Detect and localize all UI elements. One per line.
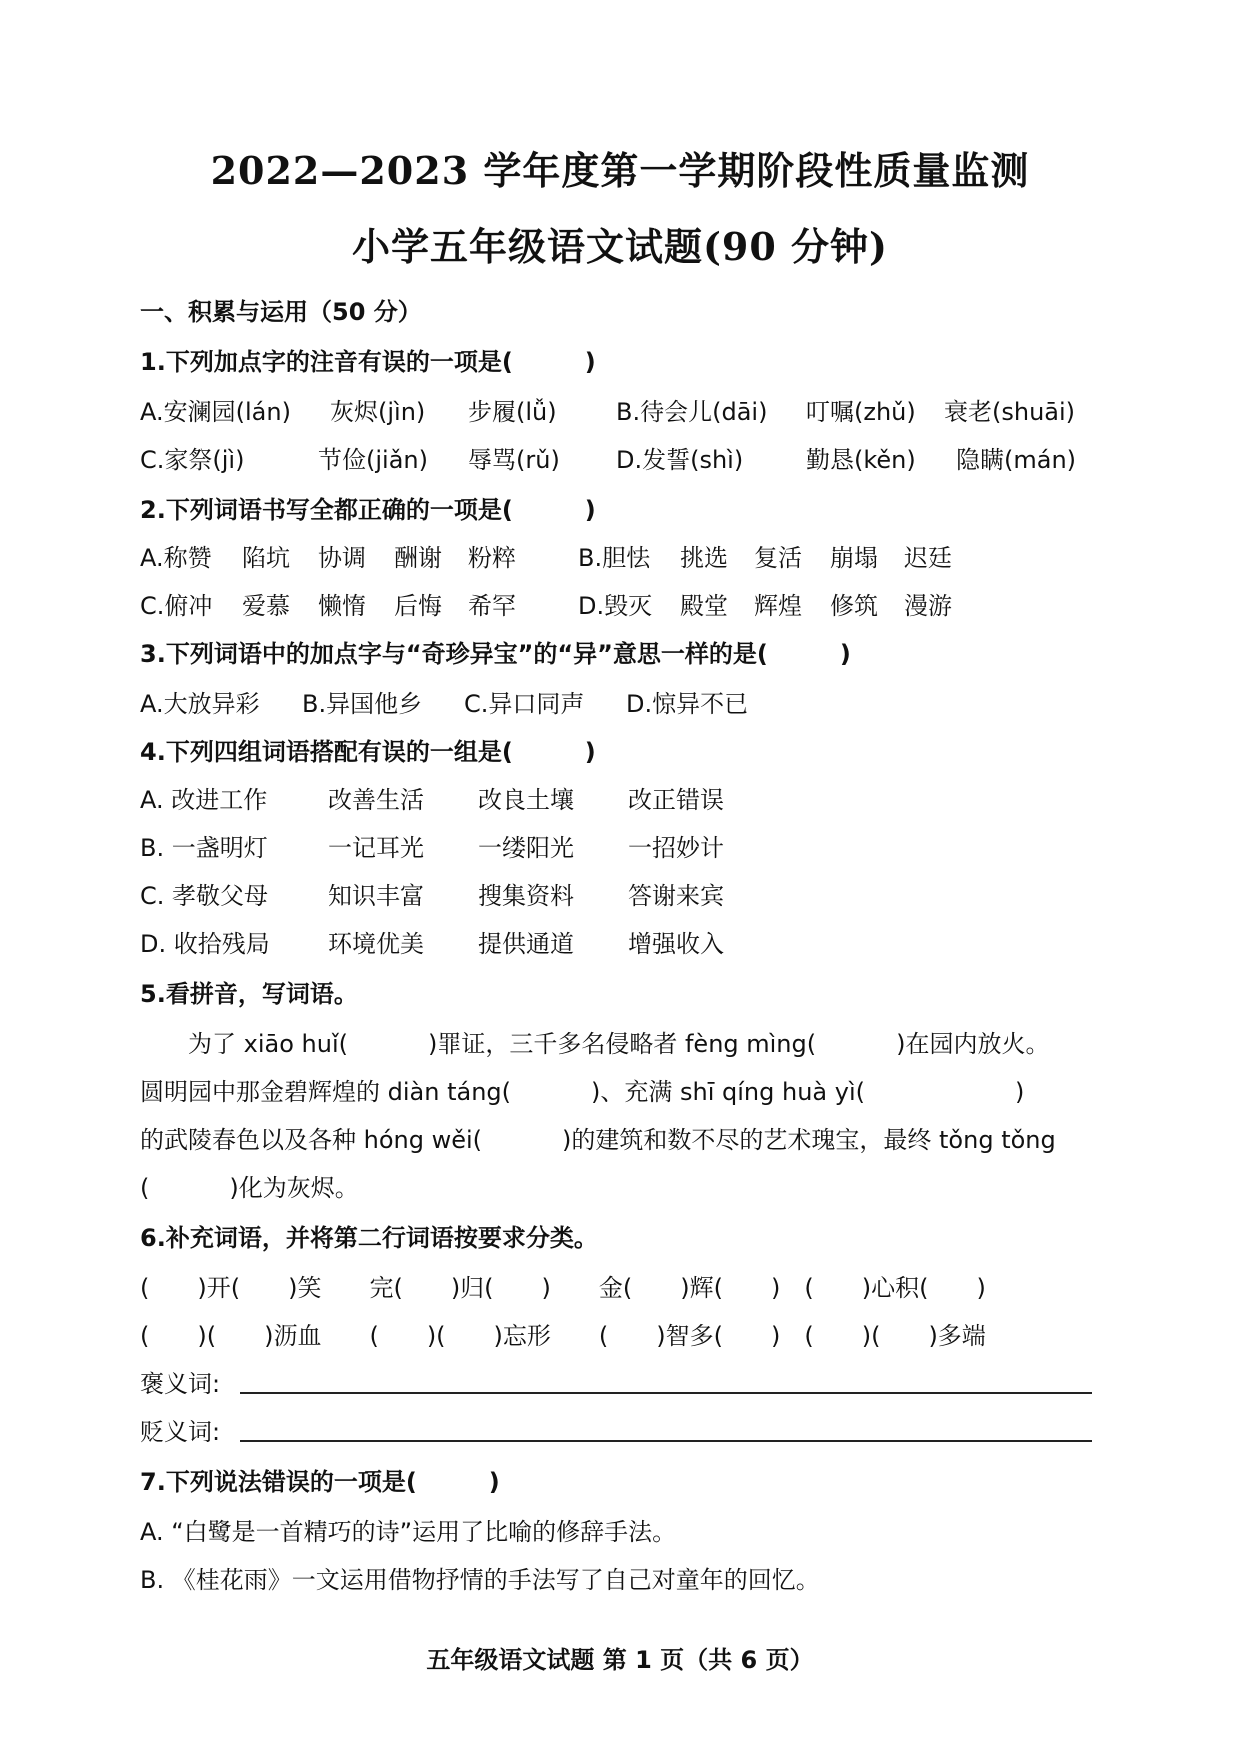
page-title: 2022—2023 学年度第一学期阶段性质量监测 bbox=[210, 148, 1030, 193]
option-text: 勤恳(kěn) bbox=[806, 446, 916, 474]
word: B. 一盏明灯 bbox=[140, 834, 268, 862]
word: 环境优美 bbox=[328, 930, 424, 958]
derogatory-words-label: 贬义词: bbox=[140, 1418, 221, 1446]
word: C.俯冲 bbox=[140, 592, 213, 620]
passage-text: )、充满 shī qíng huà yì( bbox=[591, 1078, 865, 1106]
question-5-stem: 5.看拼音，写词语。 bbox=[140, 980, 358, 1008]
option-text: 灰烬(jìn) bbox=[330, 398, 426, 426]
page-footer: 五年级语文试题 第 1 页（共 6 页） bbox=[426, 1646, 814, 1674]
question-3-stem: 3.下列词语中的加点字与“奇珍异宝”的“异”意思一样的是( ) bbox=[140, 640, 851, 668]
word: 一缕阳光 bbox=[478, 834, 574, 862]
word: 粉粹 bbox=[468, 544, 516, 572]
question-6-row-1: ( )开( )笑 完( )归( ) 金( )辉( ) ( )心积( ) bbox=[140, 1274, 986, 1302]
word: 懒惰 bbox=[318, 592, 366, 620]
word: 殿堂 bbox=[680, 592, 728, 620]
question-7-option-a: A. “白鹭是一首精巧的诗”运用了比喻的修辞手法。 bbox=[140, 1518, 677, 1546]
word: D. 收拾残局 bbox=[140, 930, 270, 958]
passage-text: ) bbox=[1015, 1078, 1025, 1106]
question-6-row-2: ( )( )沥血 ( )( )忘形 ( )智多( ) ( )( )多端 bbox=[140, 1322, 986, 1350]
word: 漫游 bbox=[904, 592, 952, 620]
option-text: 节俭(jiǎn) bbox=[318, 446, 428, 474]
word: 一记耳光 bbox=[328, 834, 424, 862]
word: 挑选 bbox=[680, 544, 728, 572]
question-2-stem: 2.下列词语书写全都正确的一项是( ) bbox=[140, 496, 596, 524]
option-text: B.待会儿(dāi) bbox=[616, 398, 768, 426]
passage-text: 的武陵春色以及各种 hóng wěi( bbox=[140, 1126, 483, 1154]
question-1-stem: 1.下列加点字的注音有误的一项是( ) bbox=[140, 348, 596, 376]
option-text: D.惊异不已 bbox=[626, 690, 749, 718]
word: 希罕 bbox=[468, 592, 516, 620]
question-5-line-3 bbox=[140, 1120, 1056, 1155]
question-5-line-1 bbox=[188, 1024, 1050, 1059]
word: 答谢来宾 bbox=[628, 882, 724, 910]
praise-words-label: 褒义词: bbox=[140, 1370, 221, 1398]
page-subtitle: 小学五年级语文试题(90 分钟) bbox=[351, 224, 889, 269]
praise-words-answer-line[interactable] bbox=[240, 1392, 1092, 1394]
option-text: 隐瞒(mán) bbox=[956, 446, 1077, 474]
question-7-option-b: B. 《桂花雨》一文运用借物抒情的手法写了自己对童年的回忆。 bbox=[140, 1566, 820, 1594]
option-text: 步履(lǚ) bbox=[468, 398, 557, 426]
question-5-line-4 bbox=[140, 1168, 359, 1203]
word: C. 孝敬父母 bbox=[140, 882, 269, 910]
word: 协调 bbox=[318, 544, 366, 572]
derogatory-words-answer-line[interactable] bbox=[240, 1440, 1092, 1442]
option-text: A.大放异彩 bbox=[140, 690, 260, 718]
passage-text: )化为灰烬。 bbox=[229, 1174, 359, 1202]
word: 改良土壤 bbox=[478, 786, 574, 814]
word: A. 改进工作 bbox=[140, 786, 268, 814]
question-5-line-2 bbox=[140, 1072, 1024, 1107]
word: B.胆怯 bbox=[578, 544, 651, 572]
word: 迟廷 bbox=[904, 544, 952, 572]
word: 改善生活 bbox=[328, 786, 424, 814]
word: 修筑 bbox=[830, 592, 878, 620]
word: 爱慕 bbox=[242, 592, 290, 620]
word: 搜集资料 bbox=[478, 882, 574, 910]
word: 改正错误 bbox=[628, 786, 724, 814]
passage-text: )的建筑和数不尽的艺术瑰宝，最终 tǒng tǒng bbox=[562, 1126, 1056, 1154]
word: D.毁灭 bbox=[578, 592, 653, 620]
option-text: 衰老(shuāi) bbox=[944, 398, 1076, 426]
option-text: C.家祭(jì) bbox=[140, 446, 245, 474]
passage-text: )罪证，三千多名侵略者 fèng mìng( bbox=[427, 1030, 817, 1058]
word: 一招妙计 bbox=[628, 834, 724, 862]
word: 增强收入 bbox=[628, 930, 724, 958]
passage-text: ( bbox=[140, 1174, 150, 1202]
word: 辉煌 bbox=[754, 592, 802, 620]
word: A.称赞 bbox=[140, 544, 212, 572]
question-7-stem: 7.下列说法错误的一项是( ) bbox=[140, 1468, 500, 1496]
word: 知识丰富 bbox=[328, 882, 424, 910]
question-6-stem: 6.补充词语，并将第二行词语按要求分类。 bbox=[140, 1224, 598, 1252]
word: 复活 bbox=[754, 544, 802, 572]
passage-text: 圆明园中那金碧辉煌的 diàn táng( bbox=[140, 1078, 512, 1106]
word: 陷坑 bbox=[242, 544, 290, 572]
word: 后悔 bbox=[394, 592, 442, 620]
word: 提供通道 bbox=[478, 930, 574, 958]
passage-text: )在园内放火。 bbox=[896, 1030, 1050, 1058]
option-text: C.异口同声 bbox=[464, 690, 585, 718]
passage-text: 为了 xiāo huǐ( bbox=[188, 1030, 348, 1058]
option-text: A.安澜园(lán) bbox=[140, 398, 291, 426]
option-text: D.发誓(shì) bbox=[616, 446, 744, 474]
option-text: B.异国他乡 bbox=[302, 690, 423, 718]
option-text: 叮嘱(zhǔ) bbox=[806, 398, 916, 426]
section-heading: 一、积累与运用（50 分） bbox=[140, 298, 422, 326]
word: 酬谢 bbox=[394, 544, 442, 572]
option-text: 辱骂(rǔ) bbox=[468, 446, 560, 474]
word: 崩塌 bbox=[830, 544, 878, 572]
question-4-stem: 4.下列四组词语搭配有误的一组是( ) bbox=[140, 738, 596, 766]
